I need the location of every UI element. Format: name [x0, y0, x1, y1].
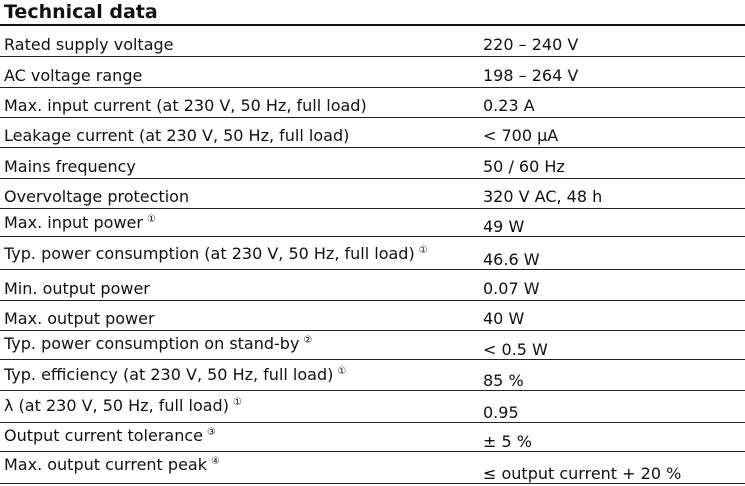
footnote-marker: ④	[210, 456, 220, 467]
row-value: 198 – 264 V	[483, 66, 579, 85]
row-value: 49 W	[483, 217, 525, 236]
row-value: 0.95	[483, 403, 519, 422]
row-label	[4, 396, 242, 415]
table-row	[0, 331, 745, 360]
label-text: Max. output current peak	[4, 455, 207, 474]
label-text: AC voltage range	[4, 66, 143, 85]
table-row	[0, 209, 745, 237]
table-row	[0, 57, 745, 88]
label-text: Overvoltage protection	[4, 187, 190, 206]
table-row	[0, 118, 745, 148]
footnote-marker: ①	[418, 245, 428, 256]
row-value: < 0.5 W	[483, 340, 548, 359]
label-text: Rated supply voltage	[4, 35, 174, 54]
label-text: λ (at 230 V, 50 Hz, full load)	[4, 396, 229, 415]
label-text: Output current tolerance	[4, 426, 203, 445]
row-label	[4, 96, 367, 115]
row-value: 320 V AC, 48 h	[483, 187, 603, 206]
label-text: Min. output power	[4, 279, 150, 298]
row-value: < 700 µA	[483, 126, 559, 145]
footnote-marker: ③	[206, 427, 216, 438]
row-value: 85 %	[483, 371, 524, 390]
row-value: 50 / 60 Hz	[483, 157, 565, 176]
table-row	[0, 26, 745, 57]
row-value: 220 – 240 V	[483, 35, 579, 54]
row-label	[4, 426, 216, 445]
label-text: Max. input power	[4, 213, 143, 232]
row-label	[4, 157, 136, 176]
row-value: 0.23 A	[483, 96, 535, 115]
label-text: Mains frequency	[4, 157, 136, 176]
section-title: Technical data	[4, 1, 158, 23]
row-label	[4, 187, 189, 206]
footnote-marker: ①	[146, 214, 156, 225]
technical-data-table	[0, 26, 745, 484]
label-text: Max. input current (at 230 V, 50 Hz, full load)	[4, 96, 367, 115]
row-label	[4, 365, 346, 384]
row-label	[4, 126, 349, 145]
table-row	[0, 301, 745, 331]
table-row	[0, 88, 745, 118]
label-text: Max. output power	[4, 309, 155, 328]
row-label	[4, 213, 156, 232]
table-row	[0, 148, 745, 179]
label-text: Leakage current (at 230 V, 50 Hz, full load)	[4, 126, 350, 145]
row-value: 46.6 W	[483, 250, 540, 269]
row-value: 0.07 W	[483, 279, 540, 298]
footnote-marker: ①	[337, 366, 347, 377]
row-label	[4, 334, 312, 353]
label-text: Typ. power consumption (at 230 V, 50 Hz, full load)	[4, 244, 415, 263]
row-label	[4, 35, 174, 54]
row-label	[4, 279, 150, 298]
row-label	[4, 455, 220, 474]
row-value: ± 5 %	[483, 432, 532, 451]
table-row	[0, 452, 745, 484]
row-label	[4, 309, 155, 328]
table-row	[0, 391, 745, 423]
row-value: ≤ output current + 20 %	[483, 464, 682, 483]
table-row	[0, 179, 745, 209]
table-row	[0, 270, 745, 301]
label-text: Typ. power consumption on stand-by	[4, 334, 300, 353]
table-row	[0, 360, 745, 391]
label-text: Typ. efficiency (at 230 V, 50 Hz, full load)	[4, 365, 334, 384]
footnote-marker: ②	[303, 335, 313, 346]
table-row	[0, 423, 745, 452]
table-row	[0, 237, 745, 270]
row-label	[4, 244, 428, 263]
row-label	[4, 66, 142, 85]
row-value: 40 W	[483, 309, 525, 328]
footnote-marker: ①	[232, 397, 242, 408]
